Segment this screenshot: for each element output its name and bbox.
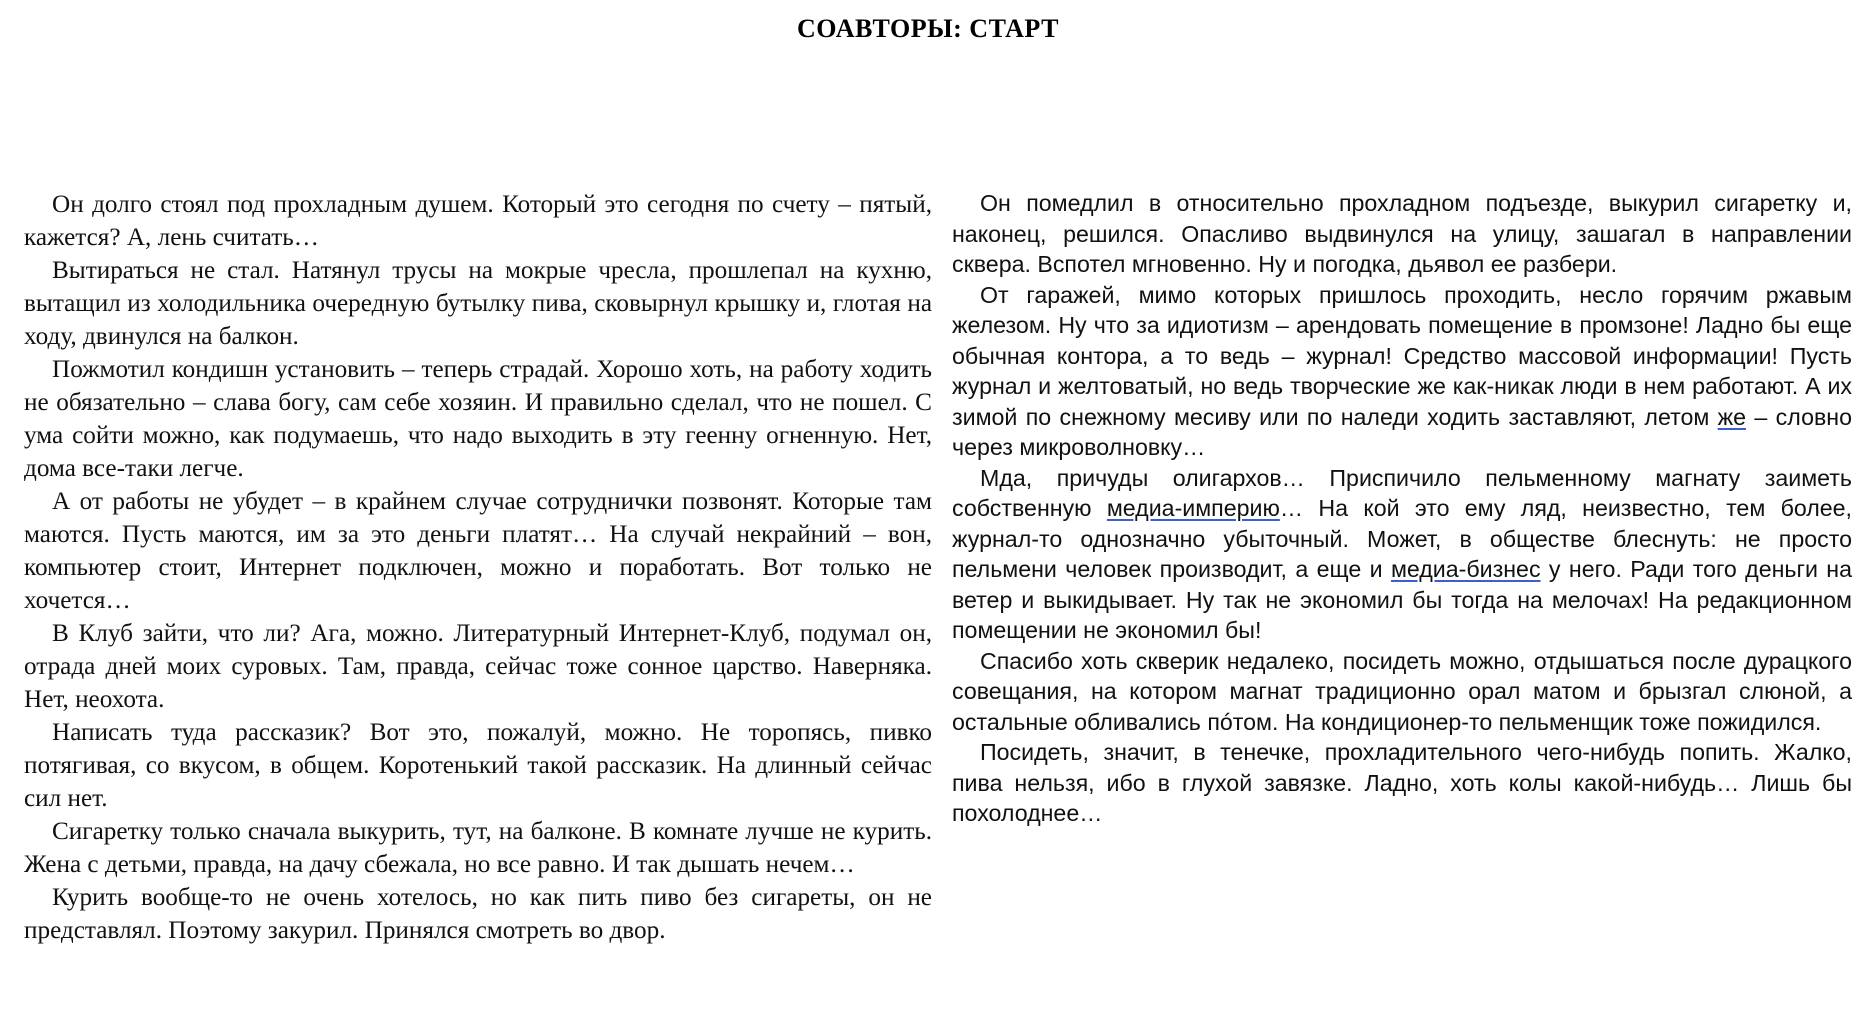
text-segment: Он долго стоял под прохладным душем. Который это сегодня по счету – пятый, кажется? А, лень считать… <box>24 191 932 251</box>
text-segment: Курить вообще-то не очень хотелось, но как пить пиво без сигареты, он не представлял. Поэтому закурил. Принялся смотреть во двор. <box>24 884 932 944</box>
paragraph <box>24 188 932 254</box>
paragraph <box>24 254 932 353</box>
paragraph <box>24 716 932 815</box>
paragraph <box>952 188 1852 280</box>
paragraph <box>24 815 932 881</box>
text-segment: … На кой это ему ляд, неизвестно, тем более, журнал-то однозначно убыточный. Может, в обществе блеснуть: не просто пельмени человек производит, а еще и <box>952 495 1853 582</box>
text-segment: – словно через микроволновку… <box>952 403 1852 460</box>
text-segment: Пожмотил кондишн установить – теперь страдай. Хорошо хоть, на работу ходить не обязательно – слава богу, сам себе хозяин. И правильно сделал, что не пошел. С ума сойти можно, как подумаешь, что надо выходить в эту геенну огненную. Нет, дома все-таки легче. <box>24 356 932 482</box>
paragraph <box>24 485 932 617</box>
text-segment: Спасибо хоть скверик недалеко, посидеть можно, отдышаться после дурацкого совещания, на котором магнат традиционно орал матом и брызгал слюной, а остальные обливались пóтом. На кондиционер-то пельменщик тоже пожидился. <box>952 647 1852 735</box>
text-segment: От гаражей, мимо которых пришлось проходить, несло горячим ржавым железом. Ну что за идиотизм – арендовать помещение в промзоне! Ладно бы еще обычная контора, а то ведь – журнал! Средство массовой информации! Пусть журнал и желтоватый, но ведь творческие же как-никак люди в нем работают. А их зимой по снежному месиву или по наледи ходить заставляют, летом <box>952 281 1852 430</box>
text-segment: Сигаретку только сначала выкурить, тут, на балконе. В комнате лучше не курить. Жена с детьми, правда, на дачу сбежала, но все равно. И так дышать нечем… <box>24 818 932 878</box>
spellcheck-underlined-word: медиа-бизнес <box>1390 556 1541 582</box>
spellcheck-underlined-word: медиа-империю <box>1106 495 1280 521</box>
right-column <box>952 188 1852 829</box>
document-title: СОАВТОРЫ: СТАРТ <box>797 14 1059 43</box>
paragraph <box>24 617 932 716</box>
text-segment: В Клуб зайти, что ли? Ага, можно. Литературный Интернет-Клуб, подумал он, отрада дней моих суровых. Там, правда, сейчас тоже сонное царство. Наверняка. Нет, неохота. <box>24 620 932 713</box>
spellcheck-underlined-word: же <box>1717 403 1747 430</box>
left-column <box>24 188 932 947</box>
text-segment: Мда, причуды олигархов… Приспичило пельменному магнату заиметь собственную <box>952 464 1852 521</box>
text-segment: у него. Ради того деньги на ветер и выкидывает. Ну так не экономил бы тогда на мелочах! На редакционном помещении не экономил бы! <box>952 556 1852 643</box>
text-segment: Написать туда рассказик? Вот это, пожалуй, можно. Не торопясь, пивко потягивая, со вкусом, в общем. Коротенький такой рассказик. На длинный сейчас сил нет. <box>24 719 932 812</box>
paragraph <box>952 737 1852 829</box>
paragraph <box>952 646 1852 738</box>
text-segment: Посидеть, значит, в тенечке, прохладительного чего-нибудь попить. Жалко, пива нельзя, ибо в глухой завязке. Ладно, хоть колы какой-нибудь… Лишь бы похолоднее… <box>952 739 1852 826</box>
text-segment: Вытираться не стал. Натянул трусы на мокрые чресла, прошлепал на кухню, вытащил из холодильника очередную бутылку пива, сковырнул крышку и, глотая на ходу, двинулся на балкон. <box>24 257 932 350</box>
text-segment: А от работы не убудет – в крайнем случае сотруднички позвонят. Которые там маются. Пусть маются, им за это деньги платят… На случай некрайний – вон, компьютер стоит, Интернет подключен, можно и поработать. Вот только не хочется… <box>24 488 932 614</box>
paragraph <box>952 280 1852 463</box>
text-segment: Он помедлил в относительно прохладном подъезде, выкурил сигаретку и, наконец, решился. Опасливо выдвинулся на улицу, зашагал в направлении сквера. Вспотел мгновенно. Ну и погодка, дьявол ее разбери. <box>952 190 1852 277</box>
paragraph <box>24 353 932 485</box>
paragraph <box>24 881 932 947</box>
paragraph <box>952 463 1852 646</box>
